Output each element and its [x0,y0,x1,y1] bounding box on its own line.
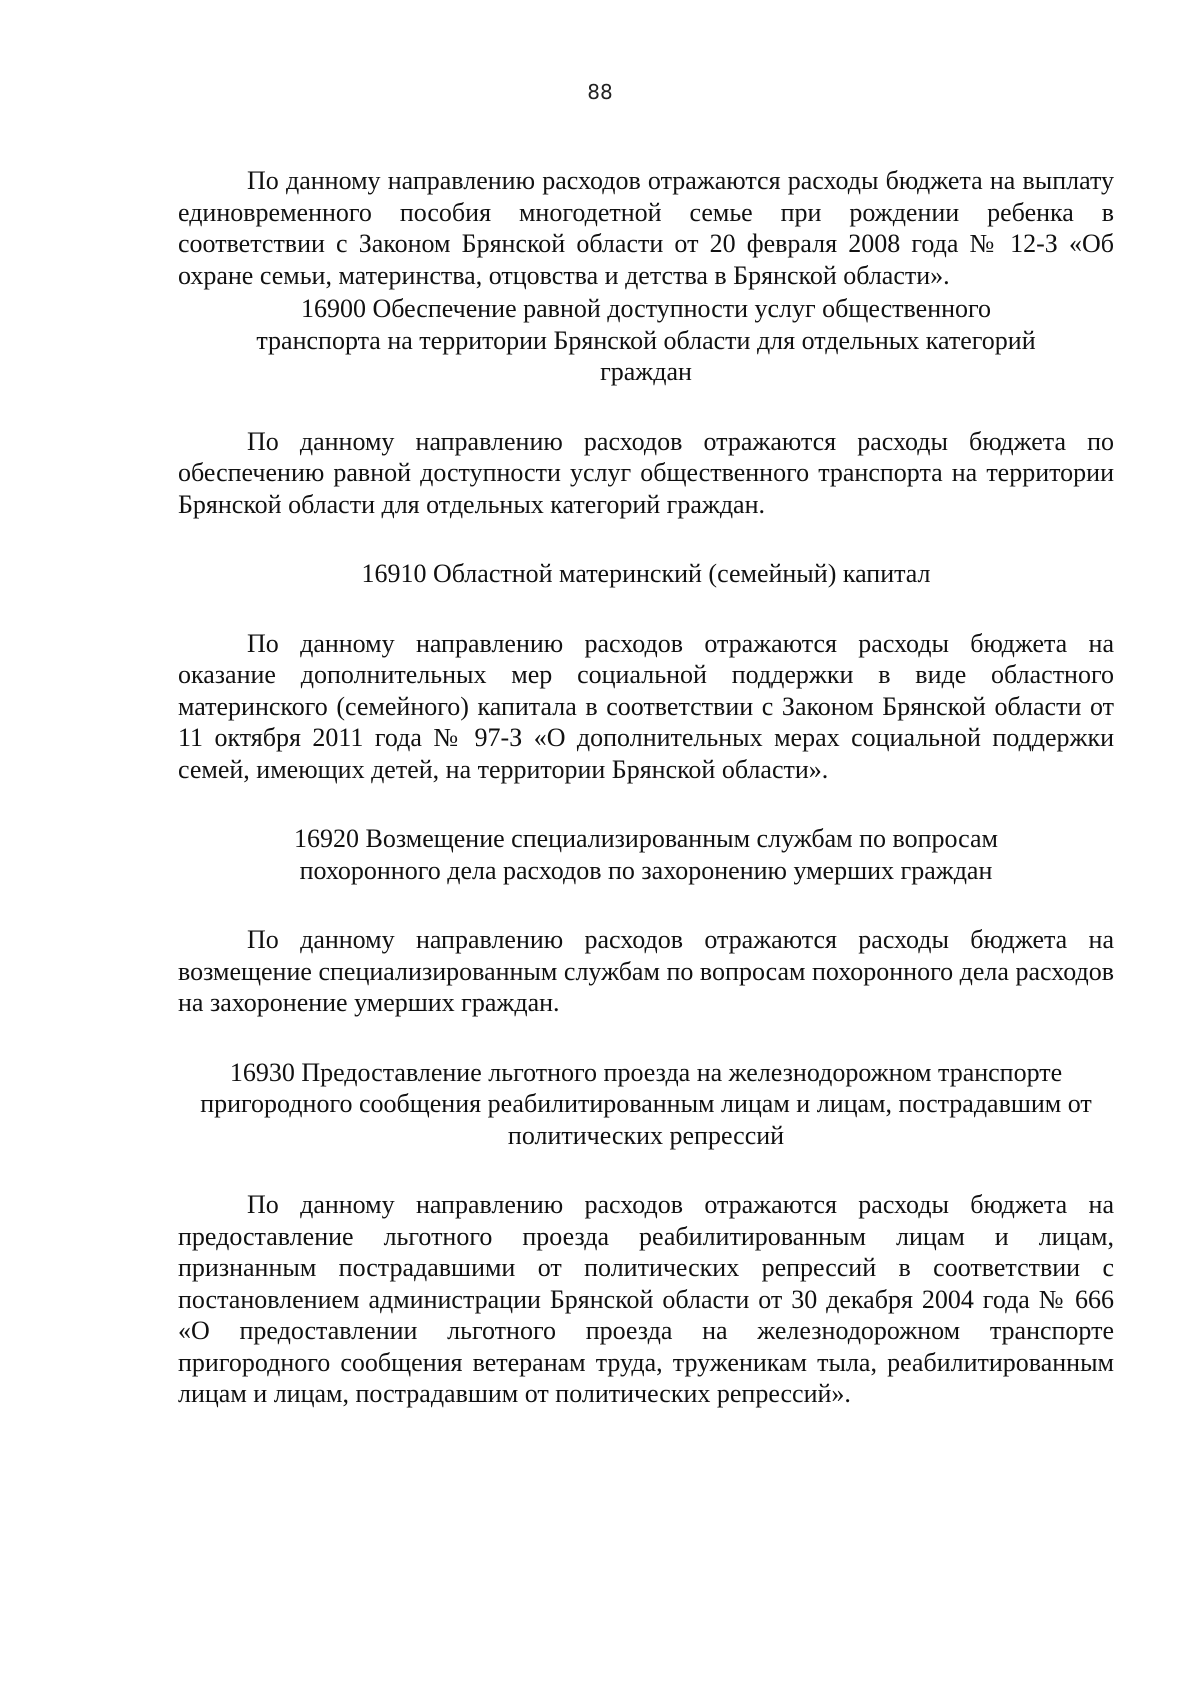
heading-16930: 16930 Предоставление льготного проезда на железнодорожном транспорте пригородного сообщения реабилитированным лицам и лицам, пострадавшим от политических репрессий [200,1057,1092,1150]
heading-16920: 16920 Возмещение специализированным службам по вопросам похоронного дела расходов по захоронению умерших граждан [294,824,998,885]
paragraph-large-family-allowance: По данному направлению расходов отражаются расходы бюджета на выплату единовременного пособия многодетной семье при рождении ребенка в соответствии с Законом Брянской области от 20 февраля 2008 года № 12-З «Об охране семьи, материнства, отцовства и детства в Брянской области». [178,166,1114,290]
paragraph-transport-accessibility: По данному направлению расходов отражаются расходы бюджета по обеспечению равной доступности услуг общественного транспорта на территории Брянской области для отдельных категорий граждан. [178,426,1114,519]
page-number: 88 [587,80,613,104]
paragraph-railway-travel: По данному направлению расходов отражаются расходы бюджета на предоставление льготного проезда реабилитированным лицам и лицам, признанным пострадавшими от политических репрессий в соответствии с постановлением администрации Брянской области от 30 декабря 2004 года № 666 «О предоставлении льготного проезда на железнодорожном транспорте пригородного сообщения ветеранам труда, труженикам тыла, реабилитированным лицам и лицам, пострадавшим от политических репрессий». [178,1190,1114,1408]
heading-16910: 16910 Областной материнский (семейный) капитал [361,559,931,588]
document-body [178,165,1114,1410]
paragraph-maternity-capital: По данному направлению расходов отражаются расходы бюджета на оказание дополнительных мер социальной поддержки в виде областного материнского (семейного) капитала в соответствии с Законом Брянской области от 11 октября 2011 года № 97-З «О дополнительных мерах социальной поддержки семей, имеющих детей, на территории Брянской области». [178,628,1114,784]
paragraph-funeral-services: По данному направлению расходов отражаются расходы бюджета на возмещение специализированным службам по вопросам похоронного дела расходов на захоронение умерших граждан. [178,925,1114,1017]
heading-16900: 16900 Обеспечение равной доступности услуг общественного транспорта на территории Брянской области для отдельных категорий граждан [256,294,1036,386]
